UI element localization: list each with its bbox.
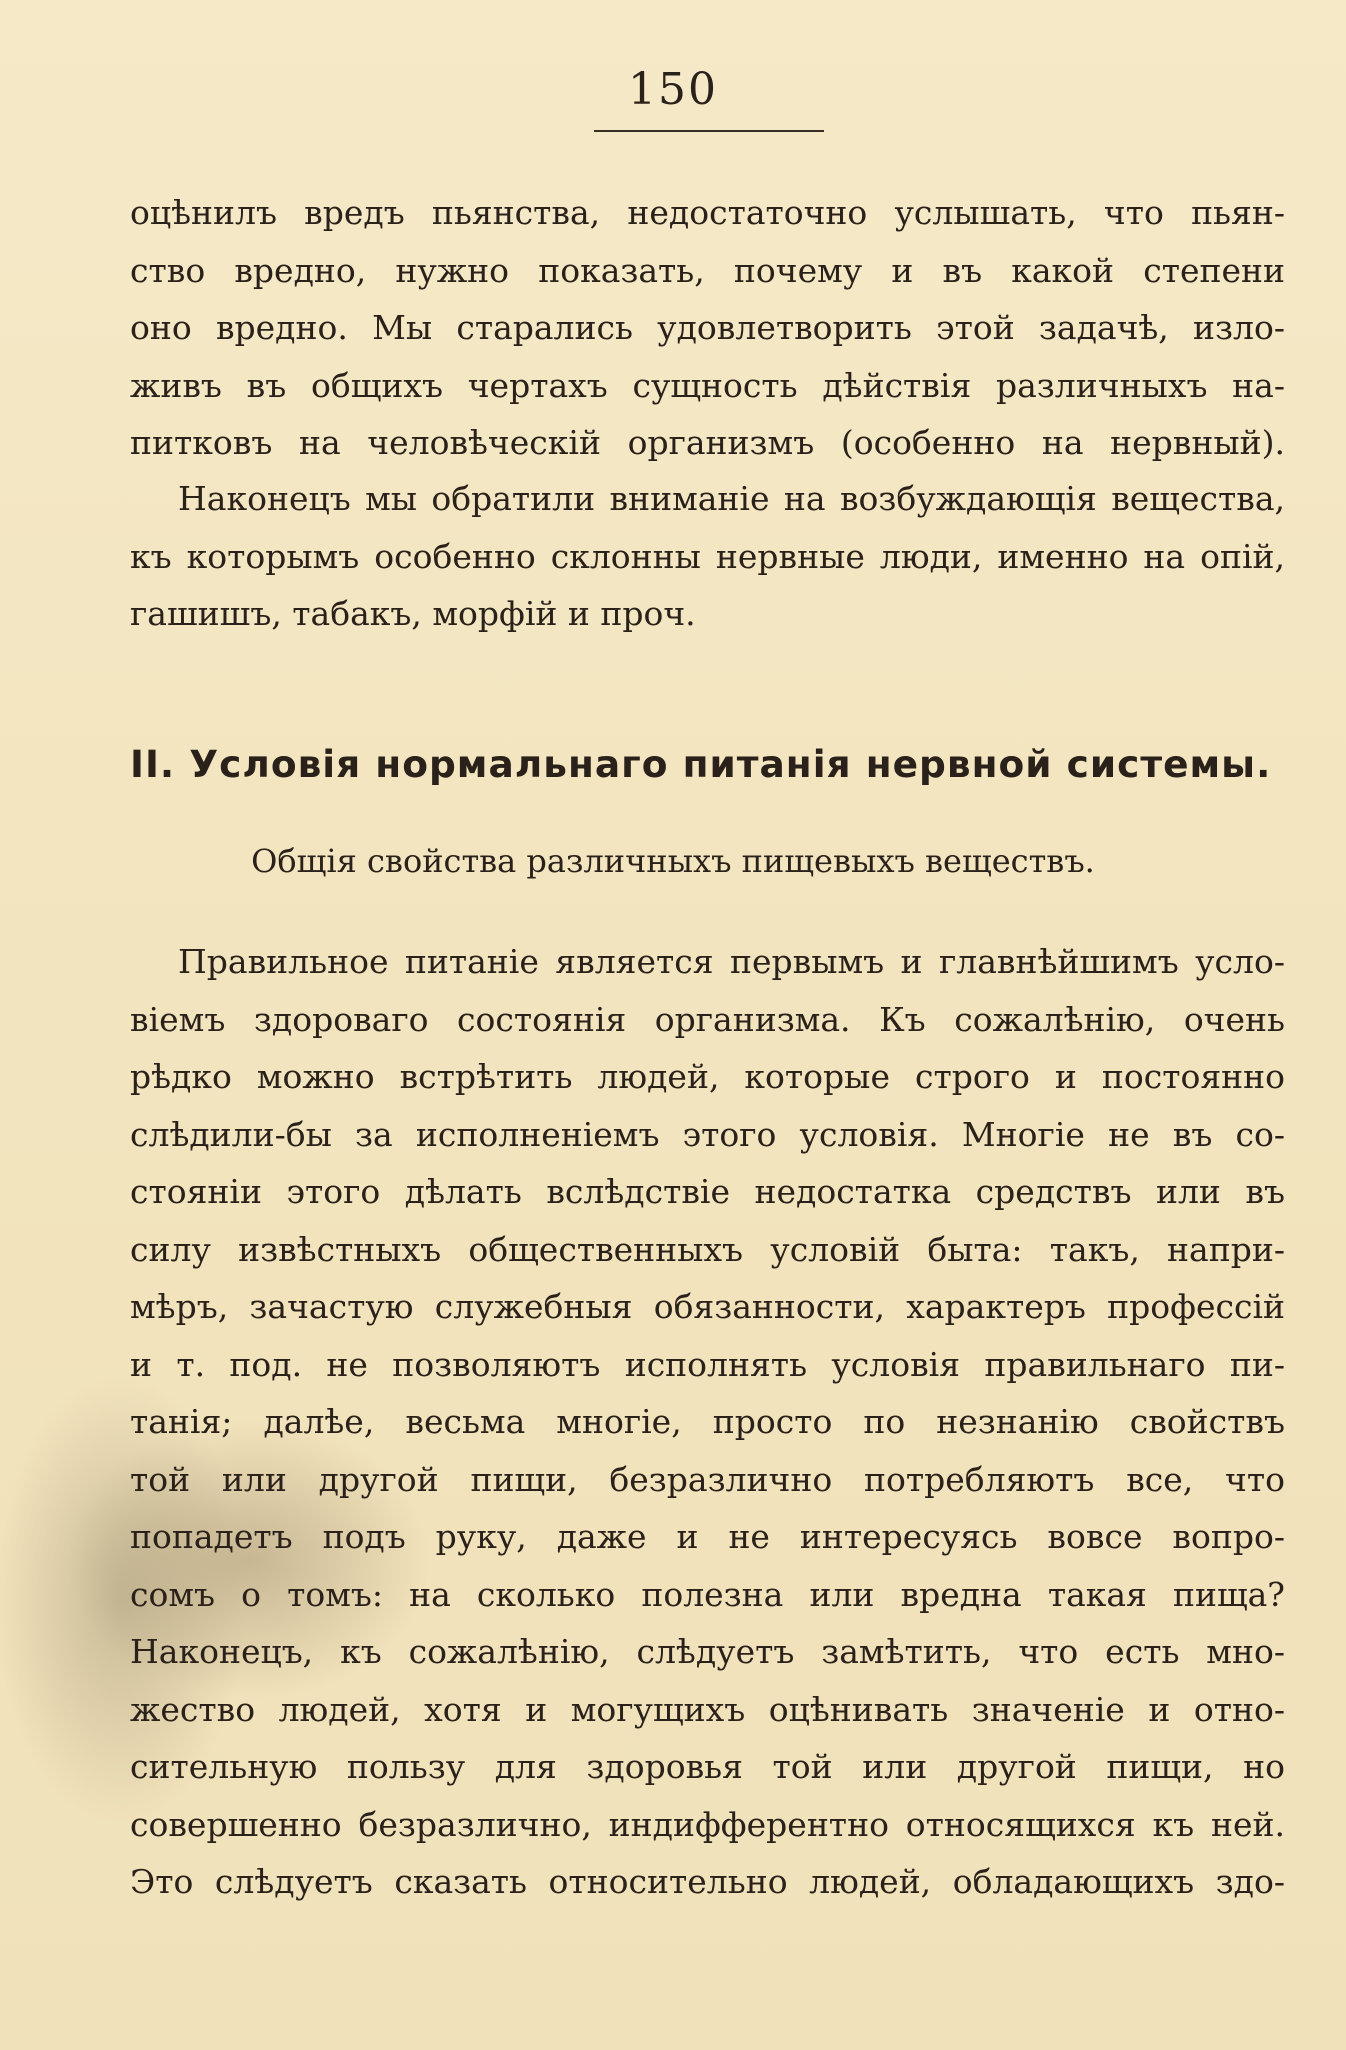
text-line: Правильное питаніе является первымъ и главнѣйшимъ усло-: [178, 942, 1285, 981]
text-line: оцѣнилъ вредъ пьянства, недостаточно услышать, что пьян-: [130, 193, 1285, 232]
text-line: рѣдко можно встрѣтить людей, которые строго и постоянно: [130, 1057, 1285, 1096]
text-line: совершенно безразлично, индифферентно относящихся къ ней.: [130, 1804, 1285, 1844]
text-line: Это слѣдуетъ сказать относительно людей, обладающихъ здо-: [130, 1862, 1285, 1901]
text-line: къ которымъ особенно склонны нервные люди, именно на опій,: [130, 536, 1285, 576]
text-line: сительную пользу для здоровья той или другой пищи, но: [130, 1747, 1285, 1786]
text-line: попадетъ подъ руку, даже и не интересуясь вовсе вопро-: [130, 1517, 1285, 1556]
text-line: и т. под. не позволяютъ исполнять условія правильнаго пи-: [130, 1344, 1285, 1384]
paragraph-1: [130, 184, 1285, 472]
page-number: 150: [628, 64, 718, 115]
text-line: Наконецъ, къ сожалѣнію, слѣдуетъ замѣтить, что есть мно-: [130, 1632, 1285, 1671]
text-line: стояніи этого дѣлать вслѣдствіе недостатка средствъ или въ: [130, 1172, 1285, 1211]
text-line: ство вредно, нужно показать, почему и въ какой степени: [130, 250, 1285, 290]
text-line: силу извѣстныхъ общественныхъ условій быта: такъ, напри-: [130, 1229, 1285, 1269]
text-line: танія; далѣе, весьма многіе, просто по незнанію свойствъ: [130, 1402, 1285, 1441]
text-line: мѣръ, зачастую служебныя обязанности, характеръ профессій: [130, 1287, 1285, 1326]
page-number-rule: [594, 130, 824, 132]
text-line: Наконецъ мы обратили вниманіе на возбуждающія вещества,: [178, 479, 1285, 518]
text-line: оно вредно. Мы старались удовлетворить этой задачѣ, изло-: [130, 308, 1285, 347]
text-line: живъ въ общихъ чертахъ сущность дѣйствія различныхъ на-: [130, 365, 1285, 405]
paragraph-3: [130, 933, 1285, 1911]
text-line: гашишъ, табакъ, морфій и проч.: [130, 594, 696, 633]
text-line: сомъ о томъ: на сколько полезна или вредна такая пища?: [130, 1574, 1285, 1614]
paragraph-2: [130, 470, 1285, 643]
text-line: той или другой пищи, безразлично потребляютъ все, что: [130, 1459, 1285, 1499]
text-line: віемъ здороваго состоянія организма. Къ сожалѣнію, очень: [130, 999, 1285, 1039]
section-heading: II. Условія нормальнаго питанія нервной системы.: [130, 742, 1272, 786]
section-subheading: Общія свойства различныхъ пищевыхъ веществъ.: [251, 842, 1095, 880]
text-line: жество людей, хотя и могущихъ оцѣнивать значеніе и отно-: [130, 1689, 1285, 1729]
text-line: слѣдили-бы за исполненіемъ этого условія. Многіе не въ со-: [130, 1114, 1285, 1154]
text-line: питковъ на человѣческій организмъ (особенно на нервный).: [130, 423, 1285, 462]
